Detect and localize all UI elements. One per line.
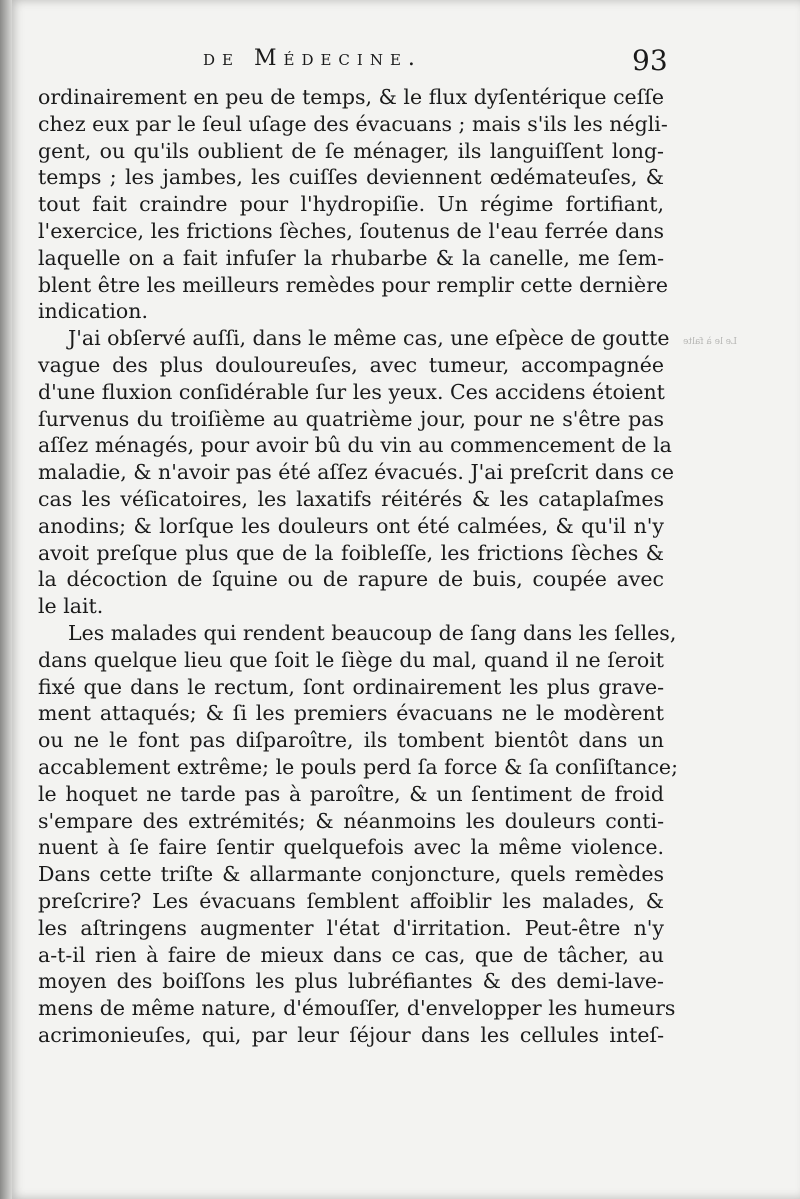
text-line: maladie, & n'avoir pas été aſſez évacués. J'ai preſcrit dans ce [38,460,675,485]
text-line: temps ; les jambes, les cuiſſes deviennent œdémateuſes, & [38,165,664,190]
text-line: ment attaqués; & ſi les premiers évacuans ne le modèrent [38,701,664,726]
text-line: indication. [38,299,148,324]
text-line: ou ne le font pas diſparoître, ils tombent bientôt dans un [38,728,664,753]
text-line: mens de même nature, d'émouſſer, d'envelopper les humeurs [38,996,676,1021]
text-line: s'empare des extrémités; & néanmoins les douleurs conti- [38,808,664,833]
text-line: aſſez ménagés, pour avoir bû du vin au commencement de la [38,433,672,458]
text-line: Les malades qui rendent beaucoup de ſang dans les ſelles, [68,620,677,645]
margin-show-through-note: Le le à falte [683,337,737,347]
page-number: 93 [632,44,668,77]
text-line: accablement extrême; le pouls perd ſa force & ſa conſiſtance; [38,754,678,779]
page-header [38,46,668,86]
text-line: preſcrire? Les évacuans ſemblent affoiblir les malades, & [38,888,664,913]
text-line: moyen des boiſſons les plus lubréfiantes & des demi-lave- [38,969,664,994]
book-page [8,0,800,1199]
text-line: vague des plus douloureuſes, avec tumeur, accompagnée [38,352,664,377]
text-line: tout fait craindre pour l'hydropiſie. Un régime fortifiant, [38,192,664,217]
text-line: d'une fluxion conſidérable ſur les yeux. Ces accidens étoient [38,379,665,404]
text-line: cas les véſicatoires, les laxatifs réitérés & les cataplaſmes [38,486,664,511]
text-line: le hoquet ne tarde pas à paroître, & un ſentiment de froid [38,781,664,806]
text-line: acrimonieuſes, qui, par leur ſéjour dans les cellules inteſ- [38,1022,664,1047]
text-line: Dans cette triſte & allarmante conjoncture, quels remèdes [38,862,664,887]
body-text [38,84,678,1049]
text-line: anodins; & lorſque les douleurs ont été calmées, & qu'il n'y [38,513,664,538]
text-line: ordinairement en peu de temps, & le flux dyſentérique ceſſe [38,85,664,109]
text-line: fixé que dans le rectum, ſont ordinairement les plus grave- [38,674,664,699]
text-line: la décoction de ſquine ou de rapure de buis, coupée avec [38,567,664,592]
text-line: avoit preſque plus que de la foibleſſe, les frictions ſèches & [38,540,664,565]
text-line: J'ai obſervé auſſi, dans le même cas, une eſpèce de goutte [68,326,670,351]
text-line: nuent à ſe faire ſentir quelquefois avec la même violence. [38,835,664,860]
page-binding-edge [0,0,12,1199]
text-line: blent être les meilleurs remèdes pour remplir cette dernière [38,272,669,297]
text-line: l'exercice, les frictions ſèches, ſoutenus de l'eau ferrée dans [38,218,664,243]
text-line: laquelle on a fait infuſer la rhubarbe & la canelle, me ſem- [38,245,664,270]
text-line: dans quelque lieu que ſoit le ſiège du mal, quand il ne ſeroit [38,647,664,672]
text-line: gent, ou qu'ils oublient de ſe ménager, ils languiſſent long- [38,138,664,163]
text-line: a-t-il rien à faire de mieux dans ce cas, que de tâcher, au [38,942,664,967]
text-line: ſurvenus du troiſième au quatrième jour, pour ne s'être pas [38,406,664,431]
running-title: de Médecine. [203,46,422,71]
text-line: le lait. [38,594,104,619]
text-line: chez eux par le ſeul uſage des évacuans ; mais s'ils les négli- [38,111,668,136]
text-line: les aſtringens augmenter l'état d'irritation. Peut-être n'y [38,915,664,940]
